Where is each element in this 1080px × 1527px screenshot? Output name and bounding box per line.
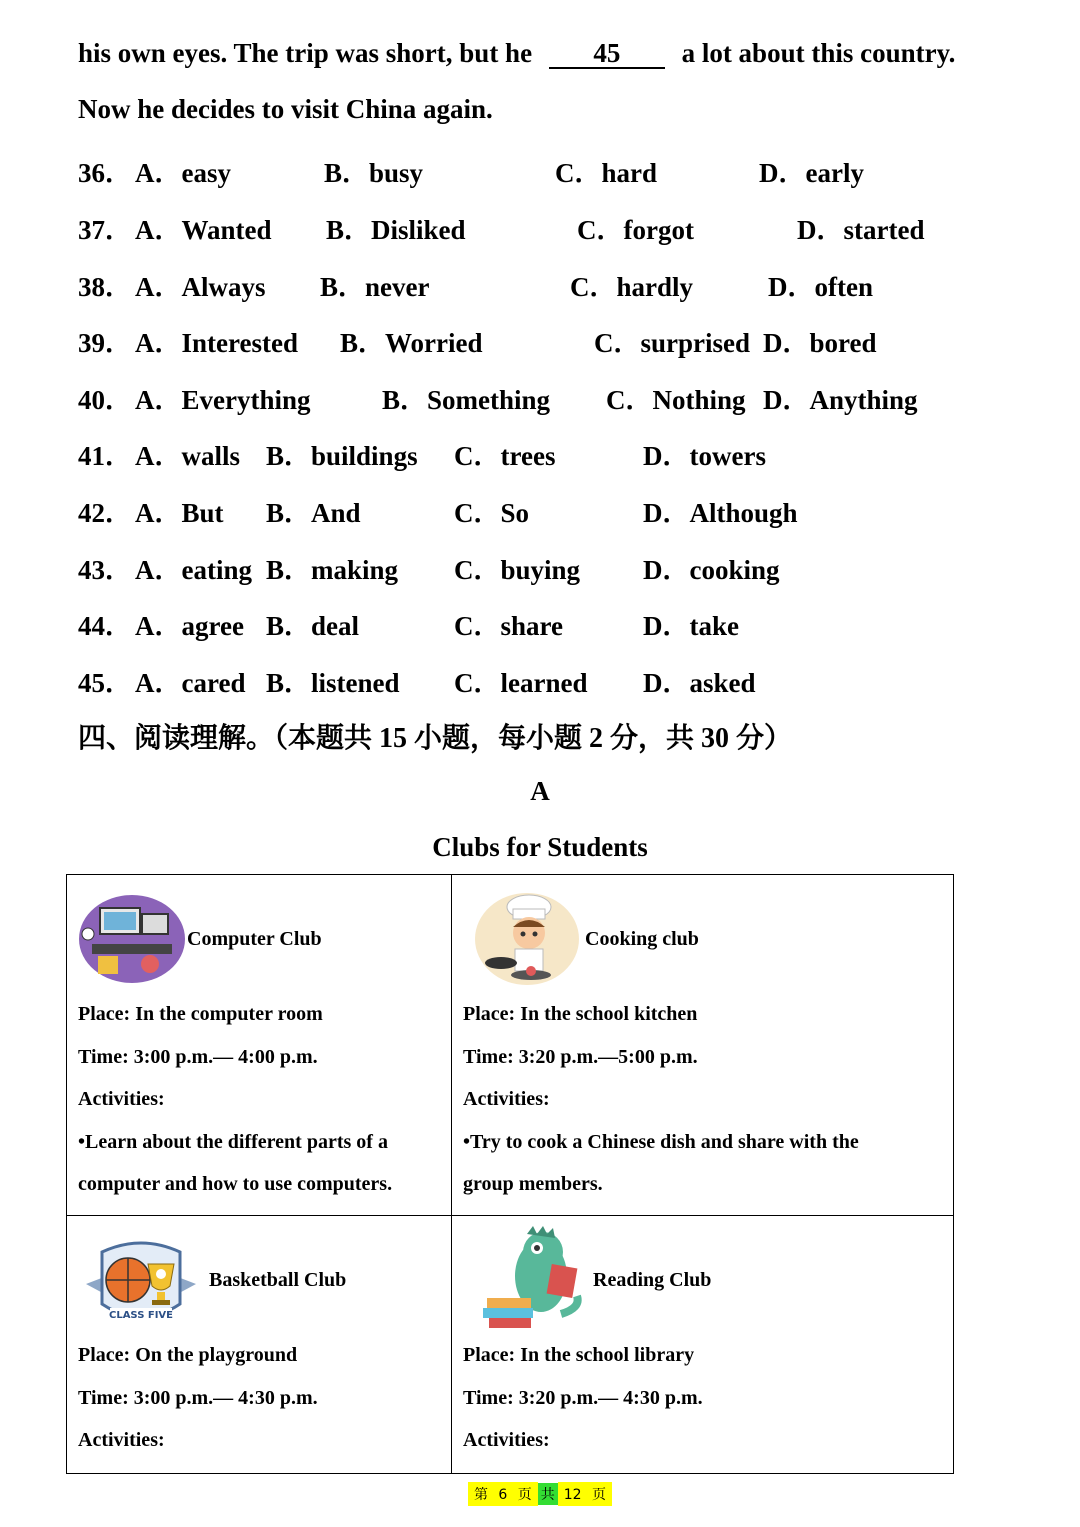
club-time: Time: 3:20 p.m.— 4:30 p.m.	[463, 1386, 703, 1409]
option-a: A．Interested	[135, 328, 298, 358]
club-place: Place: On the playground	[78, 1344, 298, 1366]
option-c: C．So	[454, 498, 530, 528]
option-c: C．trees	[454, 441, 556, 471]
club-activities-label: Activities:	[463, 1088, 550, 1110]
club-cell-computer	[67, 875, 452, 1216]
footer-unit: 页	[517, 1487, 532, 1503]
option-b: B．deal	[266, 611, 360, 641]
club-activities-label: Activities:	[78, 1429, 165, 1451]
option-c: C．forgot	[577, 215, 694, 245]
passage-text-before-blank: his own eyes. The trip was short, but he	[78, 38, 533, 68]
option-b: B．never	[320, 272, 430, 302]
question-row	[78, 321, 1038, 358]
option-b: B．busy	[324, 158, 424, 188]
club-activities-label: Activities:	[463, 1429, 550, 1451]
option-a: A．agree	[135, 611, 244, 641]
option-a: A．cared	[135, 668, 246, 698]
footer-total	[558, 1482, 612, 1506]
option-a: A．easy	[135, 158, 231, 188]
option-d: D．bored	[763, 328, 877, 358]
question-number: 45．	[78, 668, 132, 698]
club-activity: •Try to cook a Chinese dish and share with the	[463, 1130, 859, 1153]
question-row	[78, 151, 1038, 188]
option-a: A．Wanted	[135, 215, 272, 245]
option-b: B．And	[266, 498, 361, 528]
passage-line-1	[78, 38, 955, 69]
option-d: D．take	[643, 611, 739, 641]
question-row	[78, 661, 1038, 698]
option-c: C．hard	[555, 158, 658, 188]
option-a: A．Everything	[135, 385, 311, 415]
footer-suffix: 页	[592, 1487, 607, 1503]
option-d: D．asked	[643, 668, 756, 698]
club-cell-reading	[452, 1216, 954, 1474]
question-number: 38．	[78, 272, 132, 302]
option-a: A．eating	[135, 555, 252, 585]
option-b: B．listened	[266, 668, 400, 698]
total-pages: 12	[563, 1487, 582, 1503]
option-c: C．hardly	[570, 272, 694, 302]
club-time: Time: 3:00 p.m.— 4:00 p.m.	[78, 1045, 318, 1068]
option-b: B．Worried	[340, 328, 483, 358]
computer-icon	[78, 894, 186, 984]
club-name: Reading Club	[593, 1269, 712, 1291]
club-time: Time: 3:00 p.m.— 4:30 p.m.	[78, 1386, 318, 1409]
club-name: Cooking club	[585, 928, 699, 950]
question-number: 39．	[78, 328, 132, 358]
passage-line-2: Now he decides to visit China again.	[78, 94, 493, 124]
option-c: C．surprised	[594, 328, 751, 358]
question-number: 37．	[78, 215, 132, 245]
clubs-table	[66, 874, 954, 1474]
option-b: B．Something	[382, 385, 551, 415]
question-number: 44．	[78, 611, 132, 641]
question-number: 42．	[78, 498, 132, 528]
option-d: D．Anything	[763, 385, 918, 415]
question-row	[78, 265, 1038, 302]
option-d: D．started	[797, 215, 925, 245]
footer-text	[468, 1482, 538, 1506]
club-activity: group members.	[463, 1173, 603, 1195]
table-title: Clubs for Students	[432, 832, 648, 862]
question-row	[78, 378, 1038, 415]
option-d: D．towers	[643, 441, 766, 471]
club-cell-basketball	[67, 1216, 452, 1474]
question-number: 41．	[78, 441, 132, 471]
badge-text: CLASS FIVE	[108, 1310, 174, 1321]
option-d: D．often	[768, 272, 873, 302]
basketball-trophy-icon	[82, 1234, 200, 1330]
question-row	[78, 208, 1038, 245]
page-footer	[0, 1482, 1080, 1506]
option-b: B．making	[266, 555, 399, 585]
option-c: C．buying	[454, 555, 581, 585]
option-c: C．Nothing	[606, 385, 746, 415]
option-d: D．early	[759, 158, 864, 188]
question-row	[78, 491, 1038, 528]
part-label: A	[530, 776, 550, 806]
option-a: A．Always	[135, 272, 266, 302]
passage-text-after-blank: a lot about this country.	[681, 38, 956, 68]
option-b: B．buildings	[266, 441, 418, 471]
footer-prefix: 第	[473, 1487, 488, 1503]
question-number: 36．	[78, 158, 132, 188]
option-a: A．walls	[135, 441, 241, 471]
question-number: 40．	[78, 385, 132, 415]
chef-icon	[471, 889, 583, 987]
option-d: D．Although	[643, 498, 798, 528]
club-activities-label: Activities:	[78, 1088, 165, 1110]
question-row	[78, 434, 1038, 471]
club-activity: •Learn about the different parts of a	[78, 1130, 388, 1153]
club-place: Place: In the school kitchen	[463, 1003, 698, 1025]
section-heading: 四、阅读理解。（本题共 15 小题，每小题 2 分，共 30 分）	[78, 723, 793, 754]
club-place: Place: In the school library	[463, 1344, 695, 1366]
club-name: Basketball Club	[209, 1269, 347, 1291]
option-a: A．But	[135, 498, 224, 528]
question-row	[78, 548, 1038, 585]
blank-45: 45	[549, 39, 665, 69]
club-cell-cooking	[452, 875, 954, 1216]
option-c: C．share	[454, 611, 564, 641]
option-d: D．cooking	[643, 555, 780, 585]
option-b: B．Disliked	[326, 215, 466, 245]
page-number: 6	[498, 1487, 508, 1503]
club-place: Place: In the computer room	[78, 1003, 323, 1025]
dinosaur-books-icon	[477, 1226, 587, 1330]
option-c: C．learned	[454, 668, 588, 698]
question-row	[78, 604, 1038, 641]
question-number: 43．	[78, 555, 132, 585]
footer-total-label: 共	[538, 1483, 558, 1505]
club-activity: computer and how to use computers.	[78, 1173, 393, 1195]
club-name: Computer Club	[187, 928, 322, 950]
club-time: Time: 3:20 p.m.—5:00 p.m.	[463, 1045, 698, 1068]
